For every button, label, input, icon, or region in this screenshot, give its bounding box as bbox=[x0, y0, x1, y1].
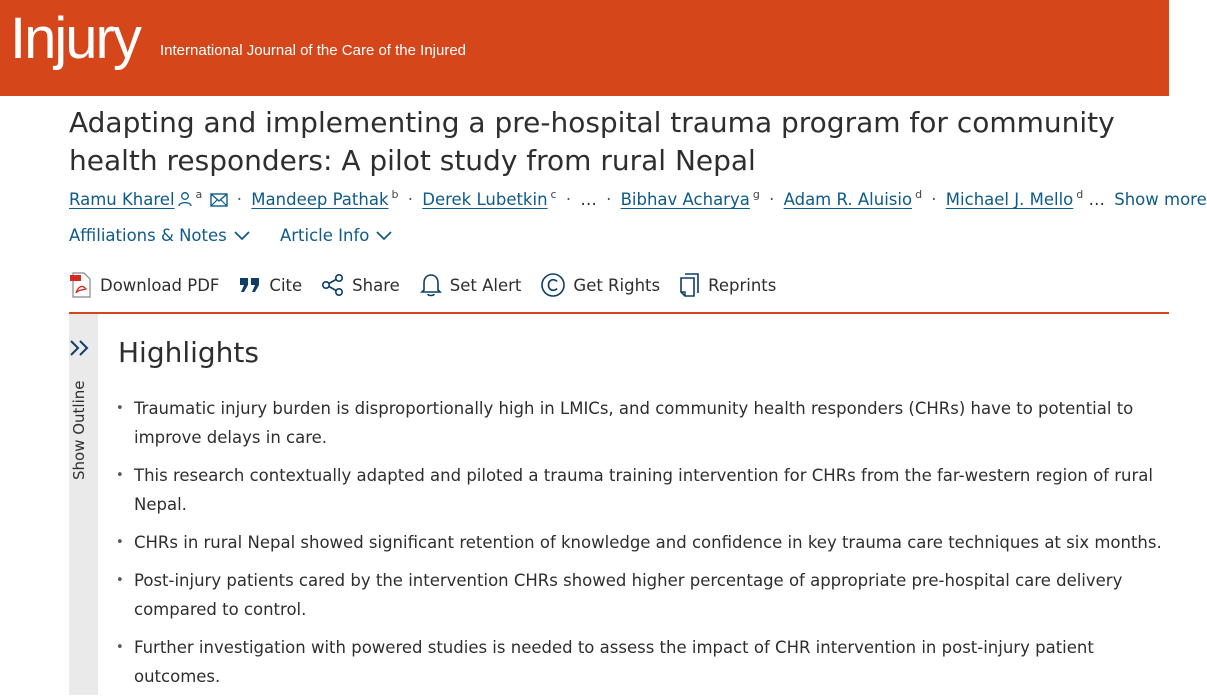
share-label: Share bbox=[352, 275, 400, 295]
authors-ellipsis: … bbox=[1088, 190, 1105, 209]
chevron-down-icon bbox=[233, 230, 251, 242]
author-link[interactable]: Adam R. Aluisio bbox=[783, 190, 913, 209]
highlight-item: • This research contextually adapted and piloted a trauma training intervention for CHRs from the far-western region of rural Nepal. bbox=[116, 461, 1166, 519]
pdf-icon bbox=[69, 272, 93, 298]
author-affiliation-sup: b bbox=[391, 188, 399, 201]
download-pdf-label: Download PDF bbox=[100, 275, 220, 295]
article-toolbar bbox=[69, 272, 795, 298]
highlight-item: • CHRs in rural Nepal showed significant retention of knowledge and confidence in key trauma care techniques at six months. bbox=[116, 528, 1166, 557]
journal-subtitle: International Journal of the Care of the Injured bbox=[160, 42, 467, 59]
highlights-list bbox=[116, 394, 1166, 700]
share-icon bbox=[321, 273, 345, 297]
cite-label: Cite bbox=[269, 275, 303, 295]
author-affiliation-sup: g bbox=[752, 188, 760, 201]
highlights-heading: Highlights bbox=[118, 336, 259, 369]
person-icon[interactable] bbox=[177, 191, 193, 211]
quote-icon bbox=[238, 275, 262, 295]
reprints-button[interactable] bbox=[679, 272, 776, 298]
share-button[interactable] bbox=[321, 273, 400, 297]
author-affiliation-sup: d bbox=[1076, 188, 1084, 201]
article-meta-row bbox=[69, 226, 417, 245]
author-link[interactable]: Ramu Kharel bbox=[69, 190, 175, 209]
chevron-down-icon bbox=[375, 230, 393, 242]
author-separator: · bbox=[931, 190, 937, 209]
set-alert-label: Set Alert bbox=[449, 275, 522, 295]
journal-banner bbox=[0, 0, 1169, 96]
author-link[interactable]: Bibhav Acharya bbox=[620, 190, 750, 209]
bell-icon bbox=[419, 272, 443, 298]
journal-logo[interactable]: Injury bbox=[10, 6, 140, 71]
article-title: Adapting and implementing a pre-hospital trauma program for community health responders: A pilot study from rural Nepal bbox=[69, 106, 1115, 177]
author-affiliation-sup: a bbox=[195, 188, 203, 201]
author-list bbox=[69, 188, 1207, 211]
author-link[interactable]: Mandeep Pathak bbox=[251, 190, 389, 209]
author-link[interactable]: Michael J. Mello bbox=[945, 190, 1074, 209]
author-separator: · bbox=[236, 190, 243, 209]
download-pdf-button[interactable] bbox=[69, 272, 219, 298]
get-rights-button[interactable] bbox=[540, 272, 660, 298]
cite-button[interactable] bbox=[238, 275, 302, 295]
article-info-toggle[interactable] bbox=[280, 226, 393, 245]
author-separator: · bbox=[769, 190, 775, 209]
double-chevron-right-icon[interactable] bbox=[69, 338, 91, 358]
show-outline-label[interactable]: Show Outline bbox=[70, 380, 88, 480]
show-more-authors-button[interactable]: Show more bbox=[1114, 190, 1207, 209]
affiliations-label: Affiliations & Notes bbox=[69, 226, 227, 245]
author-link[interactable]: Derek Lubetkin bbox=[422, 190, 548, 209]
author-separator: · bbox=[565, 190, 572, 209]
reprints-label: Reprints bbox=[708, 275, 777, 295]
author-affiliation-sup: c bbox=[550, 188, 557, 201]
author-affiliation-sup: d bbox=[915, 188, 923, 201]
article-info-label: Article Info bbox=[279, 226, 370, 245]
mail-icon[interactable] bbox=[210, 192, 228, 211]
show-outline-sidebar[interactable] bbox=[69, 314, 98, 695]
toolbar-divider bbox=[69, 312, 1169, 314]
copyright-icon bbox=[540, 272, 566, 298]
author-separator: · bbox=[407, 190, 413, 209]
reprints-icon bbox=[679, 272, 701, 298]
set-alert-button[interactable] bbox=[419, 272, 522, 298]
get-rights-label: Get Rights bbox=[573, 275, 661, 295]
authors-ellipsis: … bbox=[580, 190, 597, 209]
highlight-item: • Post-injury patients cared by the intervention CHRs showed higher percentage of appropriate pre-hospital care delivery compared to control. bbox=[116, 566, 1166, 624]
affiliations-notes-toggle[interactable] bbox=[69, 226, 251, 245]
highlight-item: • Further investigation with powered studies is needed to assess the impact of CHR intervention in post-injury patient outcomes. bbox=[116, 633, 1166, 691]
highlight-item: • Traumatic injury burden is disproportionally high in LMICs, and community health responders (CHRs) have to potential to improve delays in care. bbox=[116, 394, 1166, 452]
author-separator: · bbox=[606, 190, 612, 209]
